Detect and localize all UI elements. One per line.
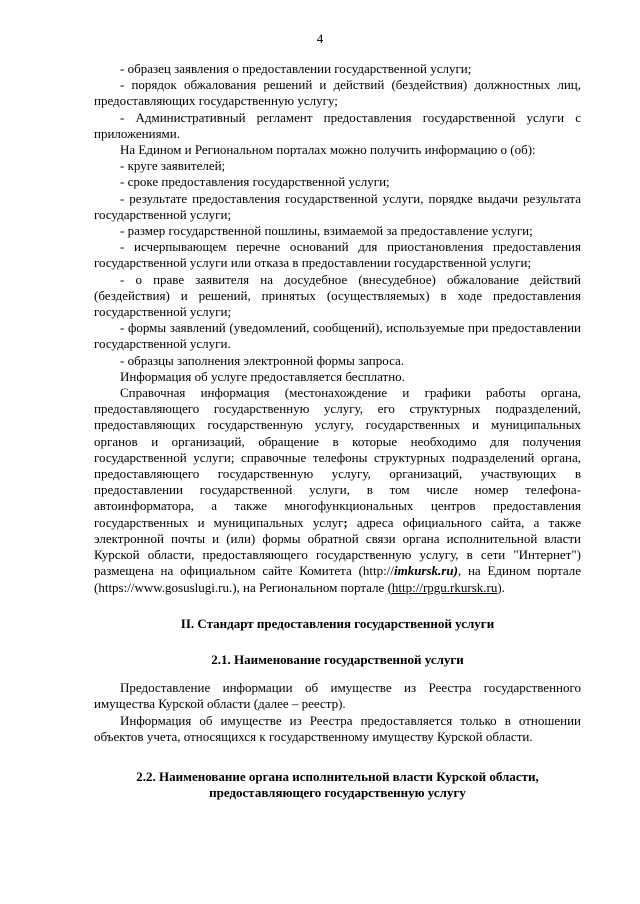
document-body [94, 61, 581, 801]
reference-info-paragraph [94, 385, 581, 596]
spacer [94, 632, 581, 652]
list-item: - образцы заполнения электронной формы запроса. [120, 352, 405, 368]
list-item: - размер государственной пошлины, взимаемой за предоставление услуги; [120, 223, 533, 239]
subsection-heading: 2.1. Наименование государственной услуги [211, 651, 464, 667]
list-item: - о праве заявителя на досудебное (внесудебное) обжалование действий (бездействия) и решений, принятых (осуществляемых) в ходе предоставления государственной услуги; [94, 271, 581, 320]
page-number: 4 [316, 31, 324, 46]
paragraph: Предоставление информации об имуществе из Реестра государственного имущества Курской области (далее – реестр). [94, 680, 581, 712]
list-item: - Административный регламент предоставления государственной услуги с приложениями. [94, 109, 581, 141]
spacer [94, 745, 581, 769]
reference-info-text: Справочная информация (местонахождение и графики работы органа, предоставляющего государственную услугу, его структурных подразделений, предоставляющих государственную услугу, государственных и муниципальных органов и организаций, обращение в которые необходимо для получения государственной услуги; справочные телефоны структурных подразделений органа, предоставляющего государственную услугу, организаций, участвующих в предоставлении государственной услуги, в том числе номер телефона-автоинформатора, а также многофункциональных центров предоставления государственных и муниципальных услуг [94, 385, 581, 530]
list-item: - круге заявителей; [120, 158, 226, 174]
list-item: - результате предоставления государственной услуги, порядке выдачи результата государственной услуги; [94, 190, 581, 222]
list-item: - порядок обжалования решений и действий (бездействия) должностных лиц, предоставляющих государственную услугу; [94, 77, 581, 109]
committee-site-link[interactable]: imkursk.ru) [393, 563, 458, 579]
list-item: - формы заявлений (уведомлений, сообщений), используемые при предоставлении государственной услуги. [94, 320, 581, 352]
list-item: - исчерпывающем перечне оснований для приостановления предоставления государственной услуги или отказа в предоставлении государственной услуги; [94, 239, 581, 271]
semicolon-mark: ; [343, 514, 348, 530]
subsection-heading: 2.2. Наименование органа исполнительной власти Курской области, [136, 768, 539, 784]
regional-portal-link[interactable]: (http://rpgu.rkursk.ru) [387, 579, 502, 595]
reference-info-text-3: , на Едином портале (https://www.gosuslugi.ru.), на Региональном портале [94, 563, 581, 595]
paragraph: Информация об имуществе из Реестра предоставляется только в отношении объектов учета, относящихся к государственному имуществу Курской области. [94, 712, 581, 744]
spacer [94, 668, 581, 680]
paragraph: На Едином и Региональном порталах можно получить информацию о (об): [120, 142, 536, 158]
spacer [94, 596, 581, 616]
section-heading: II. Стандарт предоставления государственной услуги [180, 615, 495, 631]
list-item: - образец заявления о предоставлении государственной услуги; [120, 61, 472, 76]
subsection-heading-line2: предоставляющего государственную услугу [209, 785, 466, 801]
reference-info-text-2: адреса официального сайта, а также электронной почты и (или) формы обратной связи органа исполнительной власти Курской области, предоставляющего государственную услугу, в сети "Интернет") размещена на официальном сайте Комитета (http:// [94, 514, 581, 579]
reference-info-end: . [501, 579, 505, 595]
paragraph: Информация об услуге предоставляется бесплатно. [120, 368, 405, 384]
list-item: - сроке предоставления государственной услуги; [120, 174, 390, 190]
